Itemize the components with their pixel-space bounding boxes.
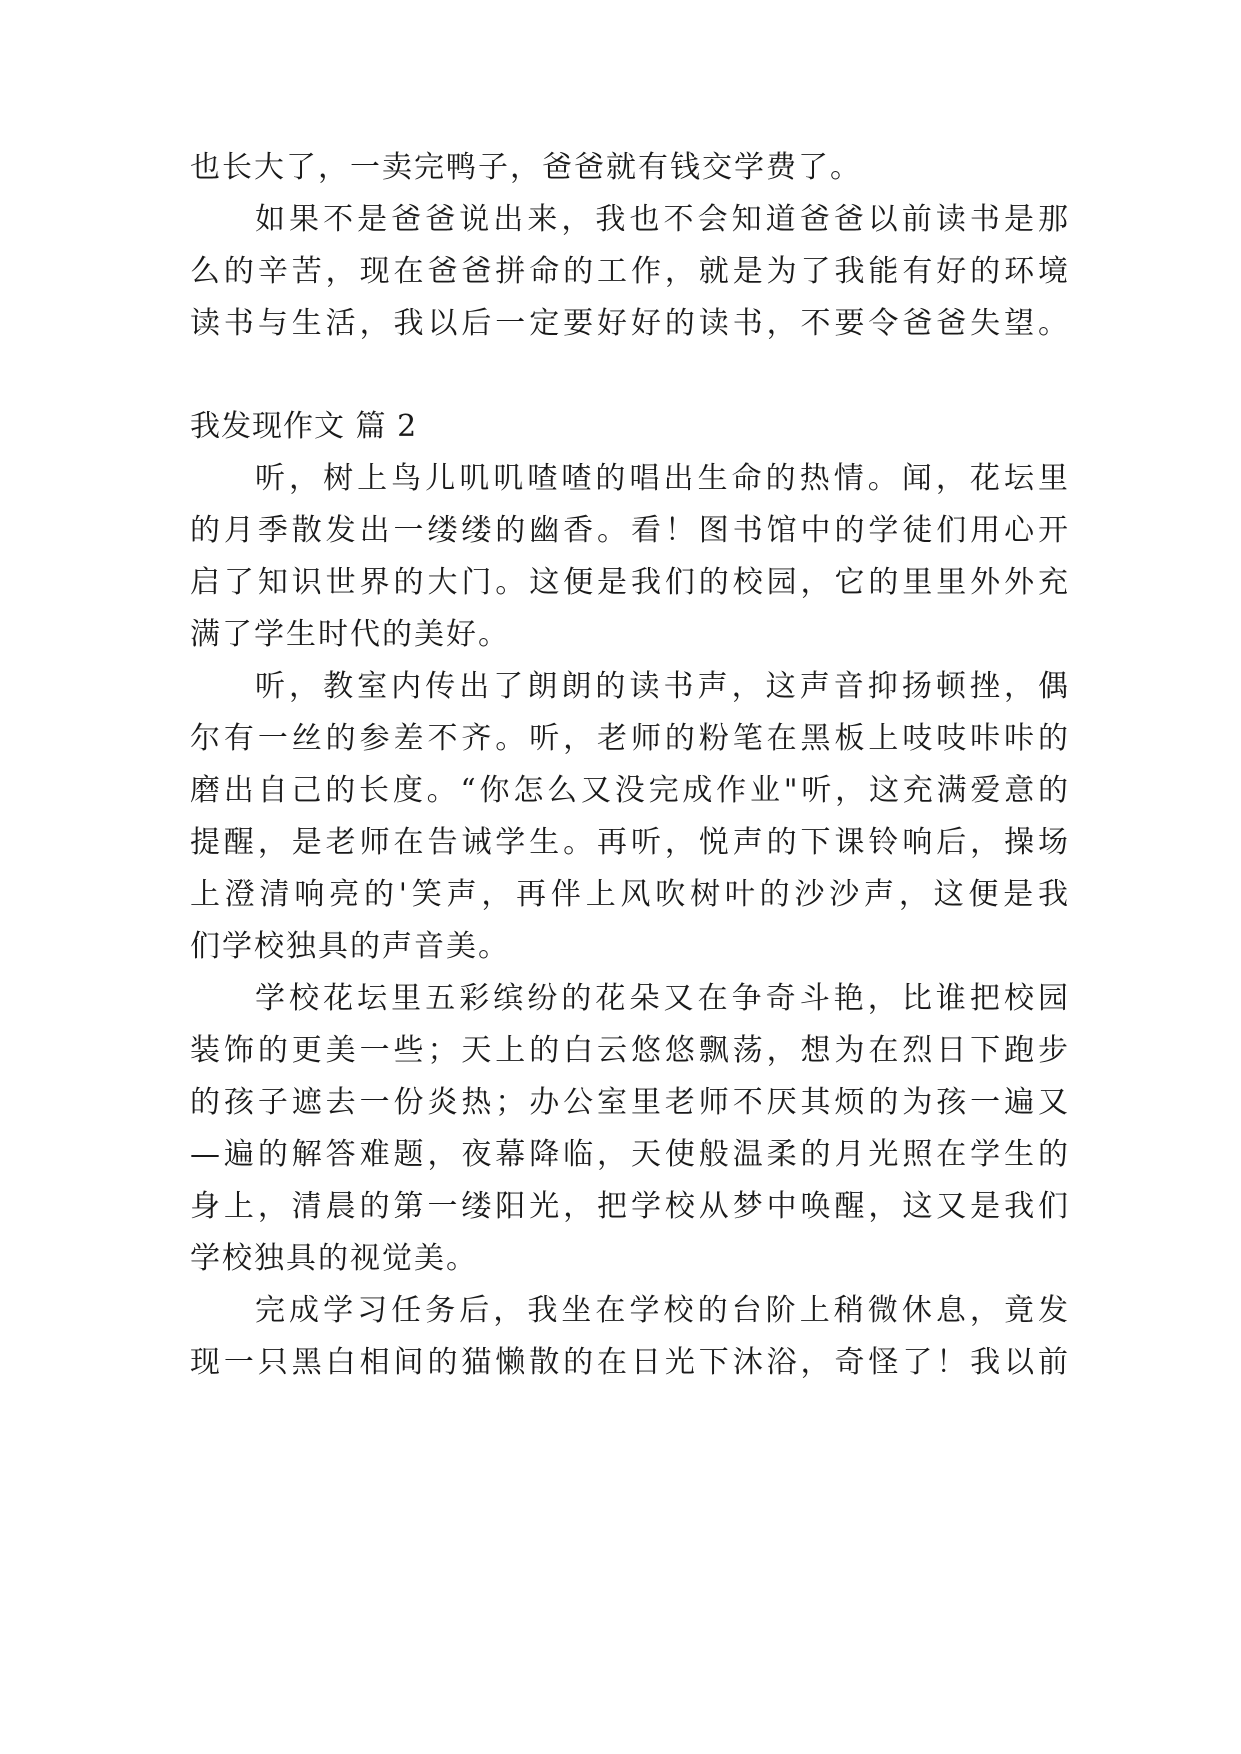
paragraph-line: 磨出自己的长度。“你怎么又没完成作业"听，这充满爱意的	[190, 773, 1070, 808]
paragraph-line: 学校独具的视觉美。	[190, 1241, 478, 1276]
paragraph-line: 现一只黑白相间的猫懒散的在日光下沐浴，奇怪了！我以前	[190, 1345, 1070, 1380]
paragraph-line: 提醒，是老师在告诫学生。再听，悦声的下课铃响后，操场	[190, 825, 1070, 860]
paragraph-line: 满了学生时代的美好。	[190, 617, 510, 652]
paragraph-line: 身上，清晨的第一缕阳光，把学校从梦中唤醒，这又是我们	[190, 1189, 1070, 1224]
paragraph-line: 也长大了，一卖完鸭子，爸爸就有钱交学费了。	[190, 150, 862, 185]
paragraph-line: 读书与生活，我以后一定要好好的读书，不要令爸爸失望。	[190, 306, 1070, 341]
paragraph-line: —遍的解答难题，夜幕降临，天使般温柔的月光照在学生的	[190, 1137, 1070, 1172]
paragraph-line: 如果不是爸爸说出来，我也不会知道爸爸以前读书是那	[255, 202, 1070, 237]
paragraph-line: 听，树上鸟儿叽叽喳喳的唱出生命的热情。闻，花坛里	[255, 461, 1070, 496]
paragraph-line: 们学校独具的声音美。	[190, 929, 510, 964]
paragraph-line: 完成学习任务后，我坐在学校的台阶上稍微休息，竟发	[255, 1293, 1070, 1328]
paragraph-line: 的月季散发出一缕缕的幽香。看！图书馆中的学徒们用心开	[190, 513, 1070, 548]
paragraph-line: 上澄清响亮的'笑声，再伴上风吹树叶的沙沙声，这便是我	[190, 877, 1070, 912]
paragraph-line: 启了知识世界的大门。这便是我们的校园，它的里里外外充	[190, 565, 1070, 600]
paragraph-line: 学校花坛里五彩缤纷的花朵又在争奇斗艳，比谁把校园	[255, 981, 1070, 1016]
paragraph-line: 装饰的更美一些；天上的白云悠悠飘荡，想为在烈日下跑步	[190, 1033, 1070, 1068]
paragraph-line: 么的辛苦，现在爸爸拼命的工作，就是为了我能有好的环境	[190, 254, 1070, 289]
paragraph-line: 听，教室内传出了朗朗的读书声，这声音抑扬顿挫，偶	[255, 669, 1070, 704]
section-heading: 我发现作文 篇 2	[190, 409, 418, 444]
paragraph-line: 尔有一丝的参差不齐。听，老师的粉笔在黑板上吱吱咔咔的	[190, 721, 1070, 756]
paragraph-line: 的孩子遮去一份炎热；办公室里老师不厌其烦的为孩一遍又	[190, 1085, 1070, 1120]
